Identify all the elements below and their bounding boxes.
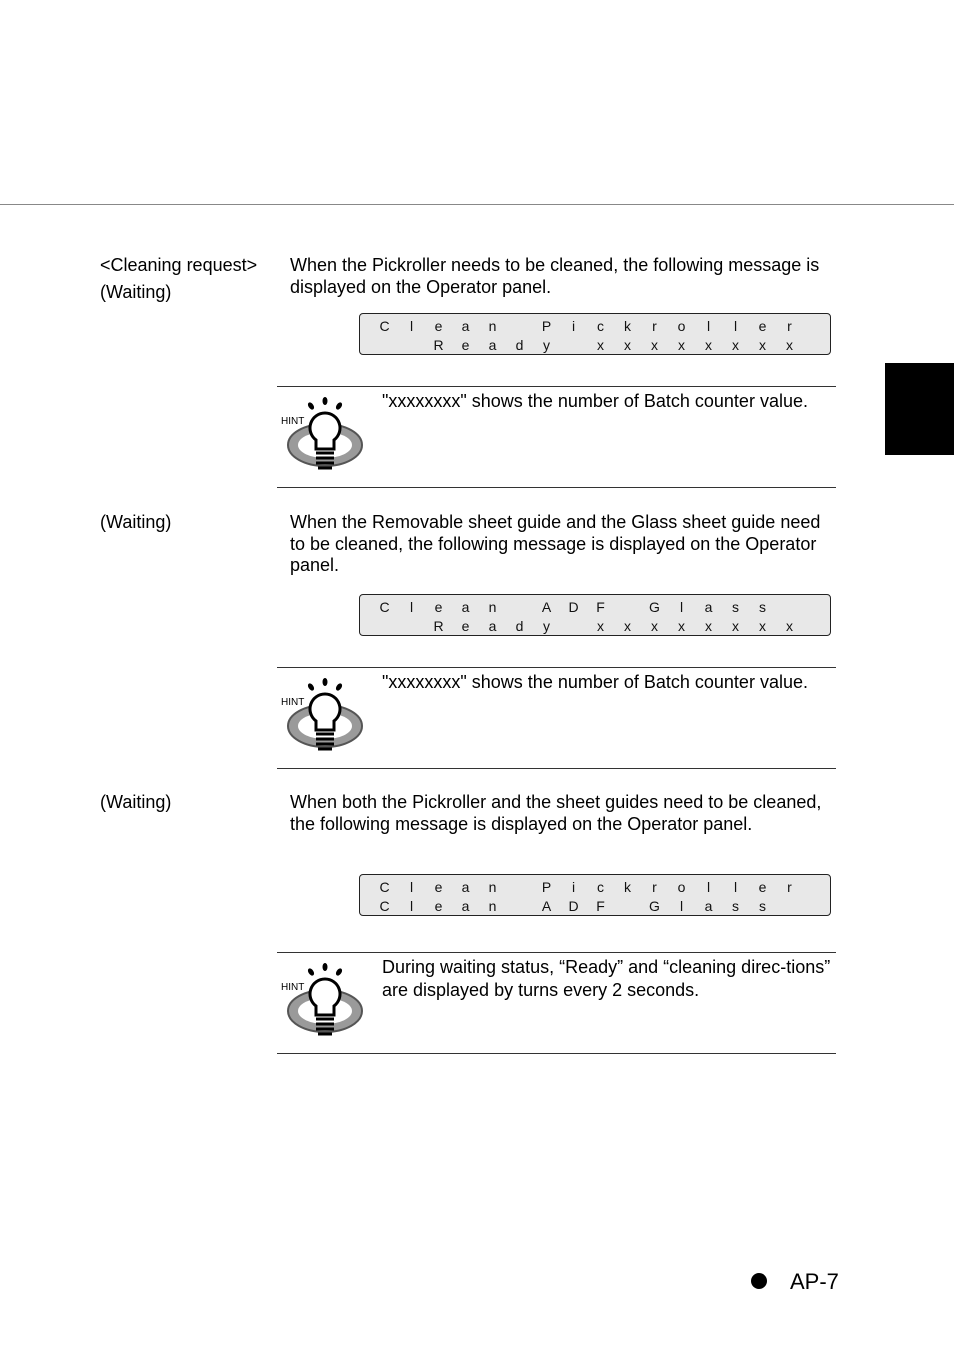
display-char: a (461, 318, 470, 334)
display-char: e (434, 879, 443, 895)
display-char: C (379, 879, 390, 895)
display-char: e (461, 337, 470, 353)
hint-3-top-rule (277, 952, 836, 953)
display-char: a (488, 337, 497, 353)
display-char: i (571, 879, 576, 895)
display-char: R (433, 618, 444, 634)
hint-3-text: During waiting status, “Ready” and “cleaning direc-tions” are displayed by turns every 2 seconds. (382, 957, 831, 1000)
display-char: i (571, 318, 576, 334)
display-char: o (677, 879, 686, 895)
display-char: l (733, 879, 738, 895)
hint-1-top-rule (277, 386, 836, 387)
display-char: o (677, 318, 686, 334)
display-char: e (434, 318, 443, 334)
display-char: x (624, 618, 631, 634)
display-char: x (678, 618, 685, 634)
display-char: D (568, 599, 579, 615)
display-char: a (461, 898, 470, 914)
display-char: C (379, 898, 390, 914)
display-char: x (759, 337, 766, 353)
section-2-description: When the Removable sheet guide and the Glass sheet guide need to be cleaned, the following message is displayed on the Operator panel. (290, 512, 821, 575)
display-line-2 (360, 897, 830, 915)
display-char: s (759, 599, 766, 615)
hint-2-text: "xxxxxxxx" shows the number of Batch counter value. (382, 672, 808, 692)
section-2-label: (Waiting) (100, 512, 172, 532)
display-char: x (705, 337, 712, 353)
operator-panel-display-1 (359, 313, 831, 355)
display-char: s (732, 599, 739, 615)
display-char: s (732, 898, 739, 914)
display-char: P (541, 318, 552, 334)
display-line-1 (360, 878, 830, 896)
display-char: C (379, 599, 390, 615)
display-char: c (597, 879, 604, 895)
display-char: C (379, 318, 390, 334)
display-char: a (488, 618, 497, 634)
display-char: r (787, 318, 792, 334)
display-char: e (758, 879, 767, 895)
display-char: r (652, 879, 657, 895)
display-line-1 (360, 317, 830, 335)
display-char: G (649, 898, 660, 914)
section-1-label-2: (Waiting) (100, 282, 172, 302)
display-char: x (705, 618, 712, 634)
display-char: l (706, 879, 711, 895)
display-char: l (706, 318, 711, 334)
display-char: R (433, 337, 444, 353)
hint-lightbulb-icon (280, 397, 366, 473)
display-char: n (488, 599, 497, 615)
display-char: x (651, 618, 658, 634)
hint-2-top-rule (277, 667, 836, 668)
display-char: x (759, 618, 766, 634)
section-1-label-1: <Cleaning request> (100, 255, 258, 275)
display-char: a (704, 599, 713, 615)
display-line-2 (360, 617, 830, 635)
hint-lightbulb-icon (280, 678, 366, 754)
section-3-description: When both the Pickroller and the sheet guides need to be cleaned, the following message is displayed on the Operator panel. (290, 792, 822, 834)
display-char: x (732, 337, 739, 353)
display-char: x (597, 618, 604, 634)
display-char: r (787, 879, 792, 895)
display-char: e (758, 318, 767, 334)
hint-icon-label: HINT (281, 697, 305, 708)
hint-lightbulb-icon (280, 963, 366, 1039)
hint-icon-label: HINT (281, 416, 305, 427)
display-char: x (597, 337, 604, 353)
display-char: D (568, 898, 579, 914)
display-char: n (488, 879, 497, 895)
hint-3-bottom-rule (277, 1053, 836, 1054)
display-char: l (679, 898, 684, 914)
display-char: x (624, 337, 631, 353)
display-char: k (624, 879, 631, 895)
page-number: AP-7 (790, 1269, 839, 1294)
hint-1-bottom-rule (277, 487, 836, 488)
display-char: l (409, 599, 414, 615)
display-char: x (651, 337, 658, 353)
display-char: s (759, 898, 766, 914)
hint-icon-label: HINT (281, 982, 305, 993)
display-line-1 (360, 598, 830, 616)
section-3-label: (Waiting) (100, 792, 172, 812)
section-1-description: When the Pickroller needs to be cleaned, the following message is displayed on the Operator panel. (290, 255, 820, 297)
display-char: e (434, 898, 443, 914)
display-char: l (409, 898, 414, 914)
display-char: c (597, 318, 604, 334)
chapter-tab (885, 363, 954, 455)
display-char: k (624, 318, 631, 334)
display-char: d (515, 618, 524, 634)
header-rule (0, 204, 954, 205)
display-char: e (434, 599, 443, 615)
display-char: a (704, 898, 713, 914)
hint-1-text: "xxxxxxxx" shows the number of Batch counter value. (382, 391, 808, 411)
display-char: y (543, 618, 550, 634)
display-char: l (409, 318, 414, 334)
display-char: A (541, 599, 552, 615)
operator-panel-display-2 (359, 594, 831, 636)
display-char: n (488, 898, 497, 914)
operator-panel-display-3 (359, 874, 831, 916)
display-char: n (488, 318, 497, 334)
display-char: l (409, 879, 414, 895)
display-char: x (786, 337, 793, 353)
display-char: l (679, 599, 684, 615)
display-char: A (541, 898, 552, 914)
display-char: e (461, 618, 470, 634)
display-char: P (541, 879, 552, 895)
display-char: F (596, 599, 605, 615)
display-char: x (786, 618, 793, 634)
display-char: F (596, 898, 605, 914)
display-char: G (649, 599, 660, 615)
display-char: d (515, 337, 524, 353)
display-char: a (461, 599, 470, 615)
display-char: x (732, 618, 739, 634)
display-char: a (461, 879, 470, 895)
display-line-2 (360, 336, 830, 354)
display-char: l (733, 318, 738, 334)
hint-2-bottom-rule (277, 768, 836, 769)
page-bullet-icon (751, 1273, 767, 1289)
display-char: r (652, 318, 657, 334)
display-char: y (543, 337, 550, 353)
display-char: x (678, 337, 685, 353)
